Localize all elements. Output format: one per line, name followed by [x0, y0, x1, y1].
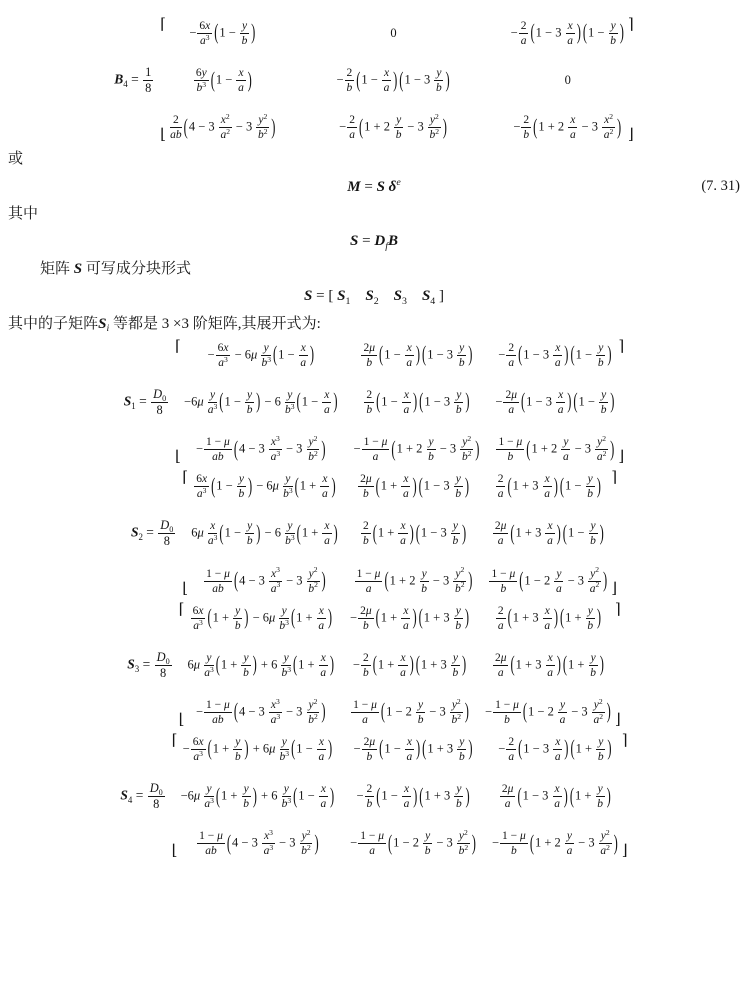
equation-7-31 — [0, 176, 748, 199]
right-bracket-bottom: ⌋ — [611, 580, 618, 597]
left-bracket-top: ⌈ — [160, 17, 167, 33]
matrix-cell: − $\frac{6x}{a^3}$ − 6μ $\frac{y}{b^3}$ (1 − $\frac{x}{a}$ ) — [207, 341, 314, 369]
matrix-cell: − $\frac{1 - \mu}{ab}$ (4 − 3 $\frac{x^3}{a^3}$ − 3 $\frac{y^2}{b^2}$ ) — [195, 433, 326, 464]
matrix-cell: $\frac{6x}{a^3}$ (1 + $\frac{y}{b}$ ) − 6μ $\frac{y}{b^3}$ (1 + $\frac{x}{a}$ ) — [192, 604, 332, 632]
matrix-s4-label: $S_4$ = $\frac{D_0}{8}$ — [120, 781, 163, 812]
left-bracket-top: ⌈ — [175, 338, 182, 355]
right-bracket-bottom: ⌋ — [627, 127, 634, 144]
paragraph-among: 其中 — [8, 206, 39, 223]
matrix-right-bracket — [618, 340, 624, 465]
equation-7-31-expr: M = S $\delta^e$ — [347, 177, 401, 195]
left-bracket-bottom: ⌊ — [178, 712, 185, 728]
matrix-s2-label: $S_2$ = $\frac{D_0}{8}$ — [130, 518, 174, 549]
right-bracket-top: ⌉ — [618, 338, 625, 355]
matrix-cell: 0 — [564, 73, 571, 88]
matrix-s4 — [0, 734, 748, 859]
matrix-b4-label: $B_4$ = $\frac{1}{8}$ — [114, 65, 152, 96]
right-bracket-bottom: ⌋ — [614, 712, 621, 728]
matrix-cell: − $\frac{2\mu}{b}$ (1 + $\frac{x}{a}$ ) (1 + 3 $\frac{y}{b}$ ) — [350, 604, 470, 632]
matrix-cell: $\frac{1 - \mu}{b}$ (1 + 2 $\frac{y}{a}$ − 3 $\frac{y^2}{a^2}$ ) — [498, 433, 615, 464]
right-bracket-top: ⌉ — [614, 601, 621, 618]
matrix-cell: − $\frac{2}{b}$ (1 + $\frac{x}{a}$ ) (1 + 3 $\frac{y}{b}$ ) — [352, 651, 467, 679]
left-bracket-top: ⌈ — [182, 470, 189, 487]
equation-number: (7. 31) — [701, 178, 740, 194]
right-bracket-top: ⌉ — [621, 733, 628, 749]
equation-s-dfb — [0, 230, 748, 253]
matrix-cell: − $\frac{2}{a}$ (1 − 3 $\frac{x}{a}$ ) (1 − $\frac{y}{b}$ ) — [498, 341, 612, 369]
matrix-cell: − $\frac{1 - \mu}{a}$ (1 + 2 $\frac{y}{b}$ − 3 $\frac{y^2}{b^2}$ ) — [353, 433, 480, 464]
left-bracket-top: ⌈ — [171, 733, 178, 749]
matrix-cell: − $\frac{2\mu}{b}$ (1 − $\frac{x}{a}$ ) (1 + 3 $\frac{y}{b}$ ) — [353, 735, 473, 764]
matrix-cell: 6μ $\frac{x}{a^3}$ (1 − $\frac{y}{b}$ ) − 6 $\frac{y}{b^3}$ (1 + $\frac{x}{a}$ ) — [191, 519, 338, 548]
matrix-b4-grid — [166, 18, 628, 143]
matrix-cell: 6μ $\frac{y}{a^3}$ (1 + $\frac{y}{b}$ ) + 6 $\frac{y}{b^3}$ (1 + $\frac{x}{a}$ ) — [187, 651, 335, 679]
matrix-cell: $\frac{1 - \mu}{a}$ (1 − 2 $\frac{y}{b}$ − 3 $\frac{y^2}{b^2}$ ) — [353, 696, 469, 726]
matrix-cell: $\frac{2}{a}$ (1 + 3 $\frac{x}{a}$ ) (1 + $\frac{y}{b}$ ) — [497, 604, 601, 632]
matrix-cell: − $\frac{1 - \mu}{a}$ (1 − 2 $\frac{y}{b}$ − 3 $\frac{y^2}{b^2}$ ) — [350, 828, 476, 858]
left-bracket-bottom: ⌊ — [160, 127, 167, 144]
matrix-cell: $\frac{2}{b}$ (1 − $\frac{x}{a}$ ) (1 − 3 $\frac{y}{b}$ ) — [366, 388, 470, 417]
matrix-cell: $\frac{2\mu}{b}$ (1 − $\frac{x}{a}$ ) (1 − 3 $\frac{y}{b}$ ) — [363, 341, 473, 369]
matrix-cell: 0 — [390, 26, 397, 41]
matrix-cell: − $\frac{2}{b}$ (1 − $\frac{x}{a}$ ) (1 − 3 $\frac{y}{b}$ ) — [336, 66, 450, 95]
matrix-cell: $\frac{2}{b}$ (1 + $\frac{x}{a}$ ) (1 − 3 $\frac{y}{b}$ ) — [362, 519, 467, 548]
matrix-cell: −6μ $\frac{y}{a^3}$ (1 + $\frac{y}{b}$ ) + 6 $\frac{y}{b^3}$ (1 − $\frac{x}{a}$ ) — [180, 782, 335, 811]
matrix-cell: − $\frac{6x}{a^3}$ (1 + $\frac{y}{b}$ ) + 6μ $\frac{y}{b^3}$ (1 − $\frac{x}{a}$ ) — [182, 735, 333, 764]
matrix-s1 — [0, 340, 748, 465]
matrix-right-bracket — [628, 18, 634, 143]
left-bracket-bottom: ⌊ — [171, 843, 178, 860]
matrix-right-bracket — [622, 734, 628, 859]
paragraph-submatrix: 其中的子矩阵$S_i$ 等都是 3 ×3 阶矩阵,其展开式为: — [8, 315, 321, 335]
matrix-s4-grid — [178, 734, 622, 859]
matrix-cell: $\frac{2}{ab}$ (4 − 3 $\frac{x^2}{a^2}$ − 3 $\frac{y^2}{b^2}$ ) — [170, 112, 276, 142]
matrix-cell: − $\frac{1 - \mu}{b}$ (1 + 2 $\frac{y}{a}$ − 3 $\frac{y^2}{a^2}$ ) — [491, 828, 618, 858]
left-bracket-top: ⌈ — [178, 601, 185, 618]
paragraph-or: 或 — [8, 151, 24, 168]
matrix-s2 — [0, 471, 748, 596]
matrix-s3 — [0, 603, 748, 728]
equation-s-block-expr: S = [ $S_1$ $S_2$ $S_3$ $S_4$ ] — [304, 288, 444, 307]
right-bracket-top: ⌉ — [627, 17, 634, 33]
matrix-b4 — [0, 18, 748, 143]
matrix-cell: − $\frac{1 - \mu}{ab}$ (4 − 3 $\frac{x^3}{a^3}$ − 3 $\frac{y^2}{b^2}$ ) — [195, 696, 326, 726]
matrix-cell: − $\frac{2\mu}{a}$ (1 − 3 $\frac{x}{a}$ ) (1 − $\frac{y}{b}$ ) — [495, 388, 615, 417]
matrix-cell: $\frac{1 - \mu}{b}$ (1 − 2 $\frac{y}{a}$ − 3 $\frac{y^2}{a^2}$ ) — [491, 565, 608, 595]
matrix-cell: $\frac{6y}{b^3}$ (1 − $\frac{x}{a}$ ) — [195, 66, 252, 95]
equation-s-dfb-expr: $S = D_fB$ — [350, 233, 398, 252]
matrix-cell: $\frac{2\mu}{a}$ (1 − 3 $\frac{x}{a}$ ) (1 + $\frac{y}{b}$ ) — [501, 782, 611, 811]
matrix-cell: − $\frac{6x}{a^3}$ (1 − $\frac{y}{b}$ ) — [189, 19, 256, 48]
matrix-s3-grid — [185, 603, 615, 728]
matrix-right-bracket — [615, 603, 621, 728]
equation-s-block — [0, 285, 748, 308]
matrix-cell: $\frac{1 - \mu}{a}$ (1 + 2 $\frac{y}{b}$ − 3 $\frac{y^2}{b^2}$ ) — [356, 565, 473, 595]
matrix-cell: $\frac{2\mu}{a}$ (1 + 3 $\frac{x}{a}$ ) (1 + $\frac{y}{b}$ ) — [494, 651, 604, 679]
matrix-cell: −6μ $\frac{y}{a^3}$ (1 − $\frac{y}{b}$ ) − 6 $\frac{y}{b^3}$ (1 − $\frac{x}{a}$ ) — [184, 388, 338, 417]
matrix-cell: $\frac{2\mu}{b}$ (1 + $\frac{x}{a}$ ) (1 − 3 $\frac{y}{b}$ ) — [360, 472, 470, 501]
matrix-cell: − $\frac{2}{b}$ (1 + 2 $\frac{x}{a}$ − 3 $\frac{x^2}{a^2}$ ) — [513, 112, 622, 142]
matrix-s3-label: $S_3$ = $\frac{D_0}{8}$ — [127, 649, 170, 680]
left-bracket-bottom: ⌊ — [175, 449, 182, 466]
right-bracket-bottom: ⌋ — [618, 449, 625, 466]
paragraph-block-form: 矩阵 S 可写成分块形式 — [40, 260, 191, 277]
matrix-right-bracket — [611, 471, 617, 596]
matrix-cell: − $\frac{2}{a}$ (1 − 3 $\frac{x}{a}$ ) (1 + $\frac{y}{b}$ ) — [498, 735, 612, 764]
matrix-s1-label: $S_1$ = $\frac{D_0}{8}$ — [123, 387, 167, 418]
matrix-s2-grid — [188, 471, 611, 596]
matrix-cell: − $\frac{2}{a}$ (1 + 2 $\frac{y}{b}$ − 3 $\frac{y^2}{b^2}$ ) — [339, 112, 447, 142]
matrix-cell: $\frac{1 - \mu}{ab}$ (4 − 3 $\frac{x^3}{a^3}$ − 3 $\frac{y^2}{b^2}$ ) — [199, 828, 319, 858]
matrix-cell: $\frac{2\mu}{a}$ (1 + 3 $\frac{x}{a}$ ) (1 − $\frac{y}{b}$ ) — [494, 519, 604, 548]
matrix-cell: $\frac{1 - \mu}{ab}$ (4 − 3 $\frac{x^3}{a^3}$ − 3 $\frac{y^2}{b^2}$ ) — [206, 565, 326, 595]
left-bracket-bottom: ⌊ — [182, 580, 189, 597]
matrix-cell: $\frac{2}{a}$ (1 + 3 $\frac{x}{a}$ ) (1 − $\frac{y}{b}$ ) — [497, 472, 601, 501]
matrix-cell: − $\frac{2}{a}$ (1 − 3 $\frac{x}{a}$ ) (1 − $\frac{y}{b}$ ) — [510, 19, 624, 48]
right-bracket-bottom: ⌋ — [621, 843, 628, 860]
matrix-cell: − $\frac{2}{b}$ (1 − $\frac{x}{a}$ ) (1 + 3 $\frac{y}{b}$ ) — [356, 782, 470, 811]
right-bracket-top: ⌉ — [611, 470, 618, 487]
matrix-cell: $\frac{6x}{a^3}$ (1 − $\frac{y}{b}$ ) − 6μ $\frac{y}{b^3}$ (1 + $\frac{x}{a}$ ) — [196, 472, 336, 501]
matrix-cell: − $\frac{1 - \mu}{b}$ (1 − 2 $\frac{y}{a}$ − 3 $\frac{y^2}{a^2}$ ) — [485, 696, 611, 726]
matrix-s1-grid — [181, 340, 618, 465]
